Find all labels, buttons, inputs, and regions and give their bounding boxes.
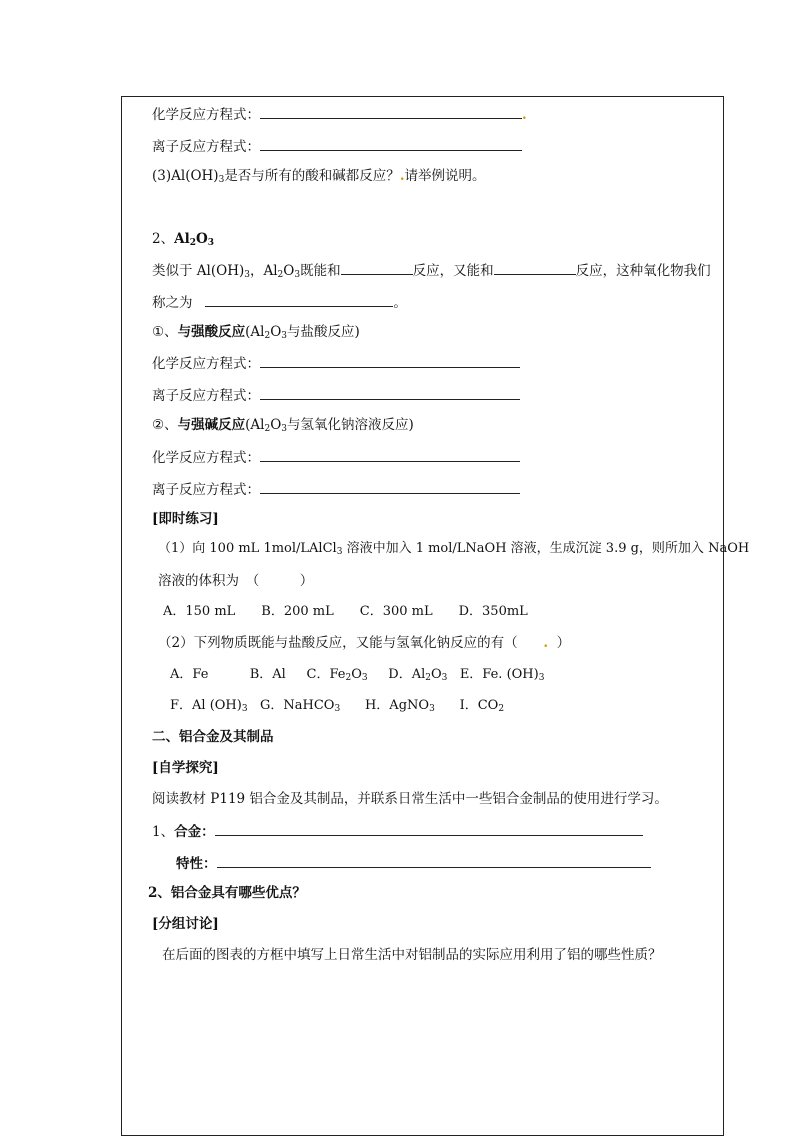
q3-text-a: (3)Al(OH) — [152, 168, 219, 184]
q3-question — [152, 167, 486, 185]
s2-p1-d: 既能和 — [300, 263, 341, 279]
p2-o3b: O — [351, 667, 362, 682]
r1-chem-line — [152, 353, 520, 373]
s2-p1-sub2: 2 — [277, 270, 284, 280]
r2-chem-blank[interactable] — [260, 447, 520, 462]
r2-d: O — [270, 417, 282, 433]
property-label: 特性： — [176, 856, 217, 872]
p2-option-f — [170, 698, 248, 713]
r2-sub1: 2 — [264, 424, 271, 434]
eq1-chem-label: 化学反应方程式： — [152, 107, 260, 123]
practice-q1-line2: 溶液的体积为 （ ） — [158, 573, 314, 589]
self-study-text: 阅读教材 P119 铝合金及其制品，并联系日常生活中一些铝合金制品的使用进行学习。 — [152, 791, 668, 807]
advantages-question: 2、铝合金具有哪些优点？ — [148, 885, 306, 901]
alloy-blank[interactable] — [215, 821, 643, 836]
s2-title-b: Al — [174, 231, 190, 247]
s2-p1-c: O — [283, 263, 295, 279]
s2-title-sub1: 2 — [189, 238, 196, 248]
p2-o9s: 2 — [498, 704, 505, 714]
p2-option-g — [260, 698, 340, 713]
s2-title-sub2: 3 — [207, 238, 214, 248]
p2-o4a: D．Al — [388, 667, 426, 682]
r2-b: 与强碱反应 — [177, 417, 246, 433]
s2-p1-f: 反应，这种氧化物我们 — [575, 263, 711, 279]
amphoteric-name-blank[interactable] — [205, 292, 393, 307]
property-line — [176, 853, 651, 873]
p2-o4b: O — [431, 667, 442, 682]
p2-o9a: I．CO — [459, 698, 499, 713]
s2-paragraph-line2 — [152, 292, 407, 312]
amphoteric-acid-blank[interactable] — [341, 260, 413, 275]
eq1-ion-label: 离子反应方程式： — [152, 139, 260, 155]
section-2-title: 二、铝合金及其制品 — [152, 729, 274, 745]
eq1-chem-blank[interactable] — [260, 104, 522, 119]
property-blank[interactable] — [217, 853, 651, 868]
p2-option-h — [365, 698, 435, 713]
group-discussion-text: 在后面的图表的方框中填写上日常生活中对铝制品的实际应用利用了铝的哪些性质？ — [162, 947, 662, 963]
eq1-ion-blank[interactable] — [260, 136, 522, 151]
s2-p1-sub3: 3 — [294, 270, 301, 280]
r2-sub2: 3 — [281, 424, 287, 434]
p2-o6a: F．Al (OH) — [170, 698, 242, 713]
r2-a: ②、 — [152, 417, 178, 433]
r1-a: ①、 — [152, 324, 178, 340]
p2-option-a: A．Fe — [170, 667, 209, 682]
section-al2o3-title — [152, 230, 214, 248]
r2-ion-label: 离子反应方程式： — [152, 482, 260, 498]
r1-chem-label: 化学反应方程式： — [152, 356, 260, 372]
r2-chem-label: 化学反应方程式： — [152, 450, 260, 466]
q3-sub: 3 — [218, 175, 225, 185]
self-study-title: [自学探究] — [152, 760, 219, 776]
r2-e: 与氢氧化钠溶液反应) — [287, 417, 414, 433]
p2-option-c — [307, 667, 368, 682]
s2-title-a: 2、 — [152, 231, 175, 247]
s2-p2-a: 称之为 — [152, 295, 193, 311]
alloy-b: 合金： — [174, 824, 215, 840]
q3-text-c: 请举例说明。 — [404, 168, 486, 184]
s2-p2-b: 。 — [393, 295, 407, 311]
r1-sub2: 3 — [281, 331, 287, 341]
p2-o8s: 3 — [429, 704, 435, 714]
r1-e: 与盐酸反应) — [287, 324, 360, 340]
r1-d: O — [270, 324, 282, 340]
r2-c: (Al — [245, 417, 265, 433]
s2-p1-a: 类似于 Al(OH) — [152, 263, 245, 279]
p2-b: ） — [556, 635, 571, 651]
p2-o4s2: 3 — [441, 673, 448, 683]
p2-o7a: G．NaHCO — [259, 698, 335, 713]
p2-a: （2）下列物质既能与盐酸反应，又能与氢氧化钠反应的有（ — [158, 635, 518, 651]
practice-q1-options: A．150 mL B．200 mL C．300 mL D．350mL — [163, 604, 528, 619]
s2-title-c: O — [195, 231, 208, 247]
p1-a: （1）向 100 mL 1mol/LAlCl — [158, 541, 337, 556]
p2-o4s1: 2 — [425, 673, 431, 683]
r1-ion-blank[interactable] — [260, 385, 520, 400]
s2-p1-b: ，Al — [249, 263, 278, 279]
p2-o5a: E．Fe. (OH) — [459, 667, 539, 682]
p2-o7s: 3 — [334, 704, 341, 714]
reaction-base-heading — [152, 416, 414, 434]
p2-option-b: B．Al — [249, 667, 286, 682]
p1-b: 溶液中加入 1 mol/LNaOH 溶液，生成沉淀 3.9 g，则所加入 NaOH — [346, 541, 750, 556]
r2-chem-line — [152, 447, 520, 467]
p2-o8a: H．AgNO — [364, 698, 430, 713]
eq1-chem-line — [152, 104, 527, 124]
alloy-line — [152, 821, 643, 841]
group-discussion-title: [分组讨论] — [152, 916, 219, 932]
s2-paragraph-line1 — [152, 260, 711, 280]
r1-b: 与强酸反应 — [177, 324, 246, 340]
reaction-acid-heading — [152, 323, 360, 341]
p2-o5s: 3 — [538, 673, 545, 683]
s2-p1-sub: 3 — [244, 270, 250, 280]
alloy-a: 1、 — [152, 824, 175, 840]
p1-sub: 3 — [336, 547, 343, 557]
eq1-dot: . — [522, 107, 527, 123]
p2-option-i — [460, 698, 504, 713]
p2-o3s1: 2 — [345, 673, 352, 683]
s2-p1-e: 反应，又能和 — [412, 263, 494, 279]
r2-ion-blank[interactable] — [260, 479, 520, 494]
r1-ion-line — [152, 385, 520, 405]
practice-q1-line1 — [158, 540, 749, 558]
r1-chem-blank[interactable] — [260, 353, 520, 368]
practice-q2-options-line1 — [170, 666, 544, 684]
p2-o6s: 3 — [241, 704, 248, 714]
q3-dot: . — [399, 168, 405, 184]
p2-option-e — [460, 667, 545, 682]
r2-ion-line — [152, 479, 520, 499]
practice-q2-options-line2 — [170, 697, 504, 715]
p2-dot: . — [543, 635, 549, 651]
practice-q2-line1 — [158, 634, 570, 652]
amphoteric-base-blank[interactable] — [494, 260, 576, 275]
p2-option-d — [388, 667, 447, 682]
practice-title: [即时练习] — [152, 511, 219, 527]
r1-c: (Al — [245, 324, 265, 340]
p2-o3s2: 3 — [361, 673, 368, 683]
eq1-ion-line — [152, 136, 522, 156]
q3-text-b: 是否与所有的酸和碱都反应？ — [224, 168, 400, 184]
r1-sub1: 2 — [264, 331, 271, 341]
p2-o3a: C．Fe — [306, 667, 346, 682]
r1-ion-label: 离子反应方程式： — [152, 388, 260, 404]
